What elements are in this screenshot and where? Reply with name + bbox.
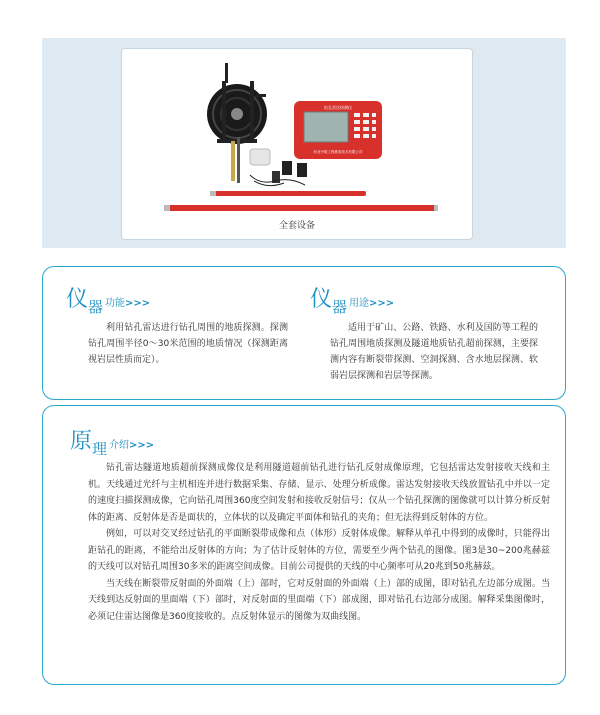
principle-paragraph-2: 例如，可以对交叉经过钻孔的平面断裂带成像和点（体形）反射体成像。解释从单孔中得到的成像时，只能得出距钻孔的距离，不能给出反射体的方向；为了估计反射体的方位，需要至少两个钻孔的图像。图3是30~200兆赫兹的天线可以对钻孔周围30多米的距离空间成像。目前公司提供的天线的中心频率可从20兆到50兆赫兹。 (88, 529, 550, 572)
cable-reel (207, 63, 267, 144)
function-heading (66, 282, 150, 317)
usage-paragraph: 适用于矿山、公路、铁路、水利及国防等工程的钻孔周围地质探测及隧道地质钻孔超前探测，主要探测内容有断裂带探测、空洞探测、含水地层探测、软弱岩层探测和岩层等探测。 (330, 323, 538, 381)
usage-arrows: >>> (369, 298, 395, 309)
usage-title-main: 仪 (310, 287, 333, 312)
principle-title-main: 原 (70, 429, 93, 454)
principle-text (88, 460, 550, 625)
device-screen-brand: 钻孔雷达探测仪 (324, 105, 352, 110)
function-title-sub: 功能 (105, 298, 126, 309)
antenna-tubes (164, 191, 438, 211)
principle-arrows: >>> (129, 440, 155, 451)
photo-caption: 全套设备 (278, 221, 315, 231)
radar-host (294, 101, 382, 159)
principle-paragraph-1: 钻孔雷达隧道地质超前探测成像仪是利用隧道超前钻孔进行钻孔反射成像原理，它包括雷达发射接收天线和主机。天线通过光纤与主机相连并进行数据采集、存储、显示、处理分析成像。雷达发射接收天线放置钻孔中并以一定的速度扫描探测成像，它向钻孔周围360度空间发射和接收反射信号；仅从一个钻孔探测的图像就可以计算分析反射体的距离、反射体是否是面状的，立体状的以及确定平面体和钻孔的夹角；但无法得到反射体的方位。 (88, 463, 550, 523)
equipment-illustration (122, 49, 472, 239)
adapter (250, 149, 270, 165)
function-arrows: >>> (125, 298, 151, 309)
principle-paragraph-3: 当天线在断裂带反射面的外面端（上）部时，它对反射面的外面端（上）部的成图，即对钻孔左边部分成图。当天线到达反射面的里面端（下）部时，对反射面的里面端（下）部成图，即对钻孔右边部分成图。解释采集图像时，必须记住雷达图像是360度接收的。点反射体显示的图像为双曲线图。 (88, 578, 550, 622)
function-text (88, 320, 288, 368)
usage-title-sub: 用途 (349, 298, 370, 309)
device-footer-text: 河北中联工程勘查技术有限公司 (313, 150, 363, 154)
principle-heading (70, 424, 154, 459)
equipment-photo (121, 48, 473, 240)
function-paragraph: 利用钻孔雷达进行钻孔周围的地质探测。探测钻孔周围半径0～30米范围的地质情况（探测距离视岩层性质而定）。 (88, 323, 288, 365)
usage-title-small: 器 (332, 298, 348, 316)
principle-title-sub: 介绍 (109, 440, 130, 451)
function-title-small: 器 (88, 298, 104, 316)
usage-text (330, 320, 538, 384)
usage-heading (310, 282, 394, 317)
function-title-main: 仪 (66, 287, 89, 312)
principle-title-small: 理 (92, 440, 108, 458)
